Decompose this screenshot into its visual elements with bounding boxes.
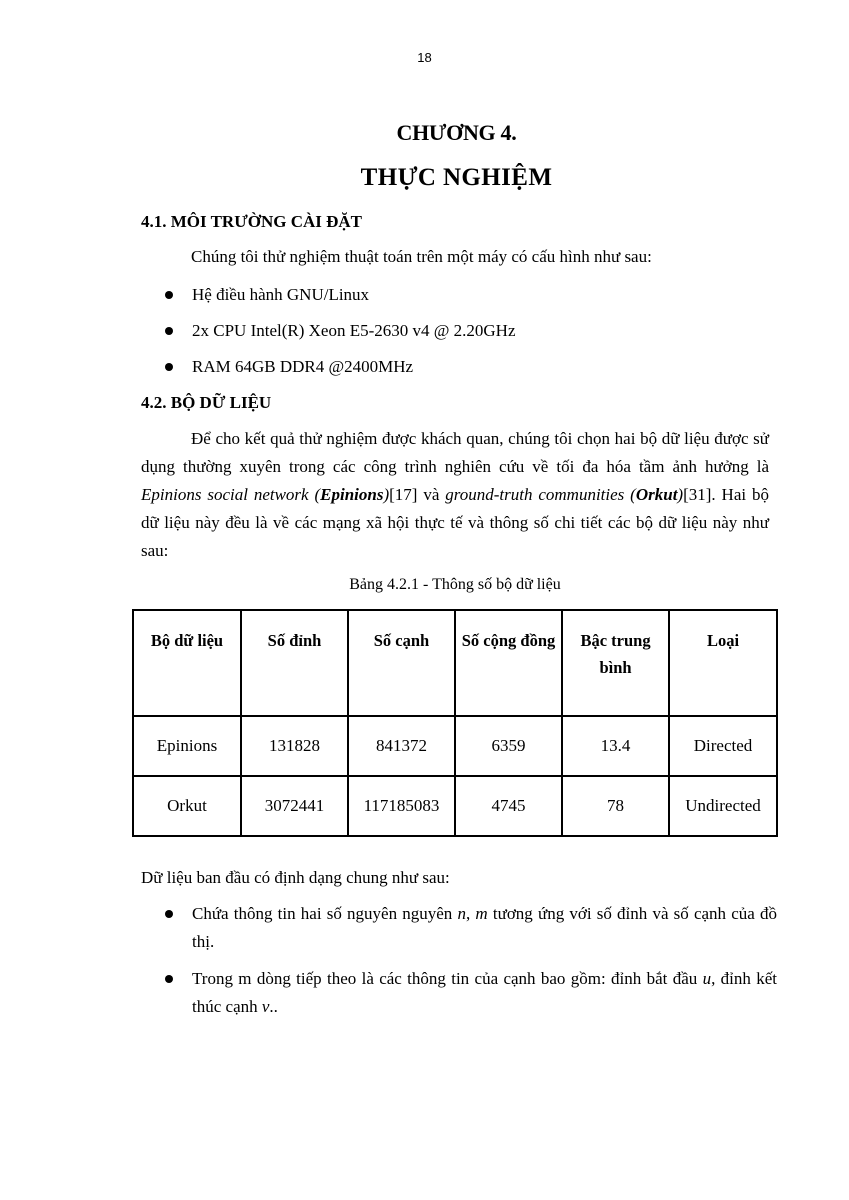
- text-span: (: [308, 485, 321, 504]
- column-header: Số đỉnh: [241, 610, 348, 716]
- bullet-icon: [165, 363, 173, 371]
- text-span: Trong m dòng tiếp theo là các thông tin của cạnh bao gồm: đỉnh bắt đầu: [192, 969, 703, 988]
- table-cell: 841372: [348, 716, 455, 776]
- section-heading-4-1: 4.1. MÔI TRƯỜNG CÀI ĐẶT: [141, 212, 363, 231]
- text-span: n: [457, 904, 466, 923]
- bullet-icon: [165, 910, 173, 918]
- dataset-table: [132, 609, 778, 837]
- section-intro: Chúng tôi thử nghiệm thuật toán trên một máy có cấu hình như sau:: [191, 247, 652, 266]
- chapter-title: CHƯƠNG 4.: [396, 120, 517, 145]
- column-header: Số cạnh: [348, 610, 455, 716]
- text-span: v: [261, 997, 270, 1016]
- table-cell: 13.4: [562, 716, 669, 776]
- bullet-icon: [165, 291, 173, 299]
- text-span: u: [702, 969, 712, 988]
- list-item-text: [192, 965, 777, 1021]
- data-format-intro: Dữ liệu ban đầu có định dạng chung như sau:: [141, 868, 450, 887]
- text-span: [17] và: [389, 485, 446, 504]
- text-span: ): [677, 485, 684, 504]
- text-span: ..: [269, 997, 278, 1016]
- text-span: Chứa thông tin hai số nguyên nguyên: [192, 904, 458, 923]
- list-item-text: Hệ điều hành GNU/Linux: [192, 285, 370, 304]
- text-span: Epinions social network: [141, 485, 309, 504]
- chapter-subtitle: THỰC NGHIỆM: [360, 164, 553, 191]
- list-item: [165, 900, 777, 956]
- page-number: 18: [417, 50, 432, 65]
- table-cell: 78: [562, 776, 669, 836]
- table-caption: Bảng 4.2.1 - Thông số bộ dữ liệu: [349, 576, 561, 593]
- list-item: [165, 965, 777, 1021]
- column-header: Bộ dữ liệu: [133, 610, 241, 716]
- text-span: [31]. Hai bộ dữ liệu này đều là về các mạng xã hội thực tế và thông số chi tiết các bộ dữ liệu này như sau:: [141, 485, 769, 560]
- column-header: Bậc trung bình: [562, 610, 669, 716]
- text-span: (: [624, 485, 636, 504]
- section-heading-4-2: 4.2. BỘ DỮ LIỆU: [141, 393, 272, 412]
- table-cell: Directed: [669, 716, 777, 776]
- text-span: Để cho kết quả thử nghiệm được khách quan, chúng tôi chọn hai bộ dữ liệu được sử dụng thường xuyên trong các công trình nghiên cứu về tối đa hóa tầm ảnh hưởng là: [141, 429, 769, 476]
- table-cell: 4745: [455, 776, 562, 836]
- table-cell: 6359: [455, 716, 562, 776]
- text-span: ,: [465, 904, 476, 923]
- text-span: m: [475, 904, 488, 923]
- table-cell: Epinions: [133, 716, 241, 776]
- text-span: tương ứng với số đỉnh và số cạnh của đồ thị.: [192, 904, 778, 951]
- text-span: , đỉnh kết thúc cạnh: [192, 969, 777, 1016]
- table-cell: 3072441: [241, 776, 348, 836]
- table-row: [133, 716, 777, 776]
- list-item-text: 2x CPU Intel(R) Xeon E5-2630 v4 @ 2.20GHz: [192, 321, 516, 340]
- text-span: ground-truth communities: [445, 485, 625, 504]
- dataset-paragraph: [141, 425, 769, 565]
- table-cell: 117185083: [348, 776, 455, 836]
- text-span: ): [383, 485, 390, 504]
- bullet-icon: [165, 975, 173, 983]
- column-header: Loại: [669, 610, 777, 716]
- column-header: Số cộng đồng: [455, 610, 562, 716]
- table-cell: 131828: [241, 716, 348, 776]
- text-span: Orkut: [635, 485, 678, 504]
- list-item-text: [192, 900, 777, 956]
- table-row: [133, 776, 777, 836]
- table-cell: Undirected: [669, 776, 777, 836]
- table-header-row: [133, 610, 777, 716]
- list-item-text: RAM 64GB DDR4 @2400MHz: [192, 357, 414, 376]
- text-span: Epinions: [320, 485, 384, 504]
- bullet-icon: [165, 327, 173, 335]
- table-cell: Orkut: [133, 776, 241, 836]
